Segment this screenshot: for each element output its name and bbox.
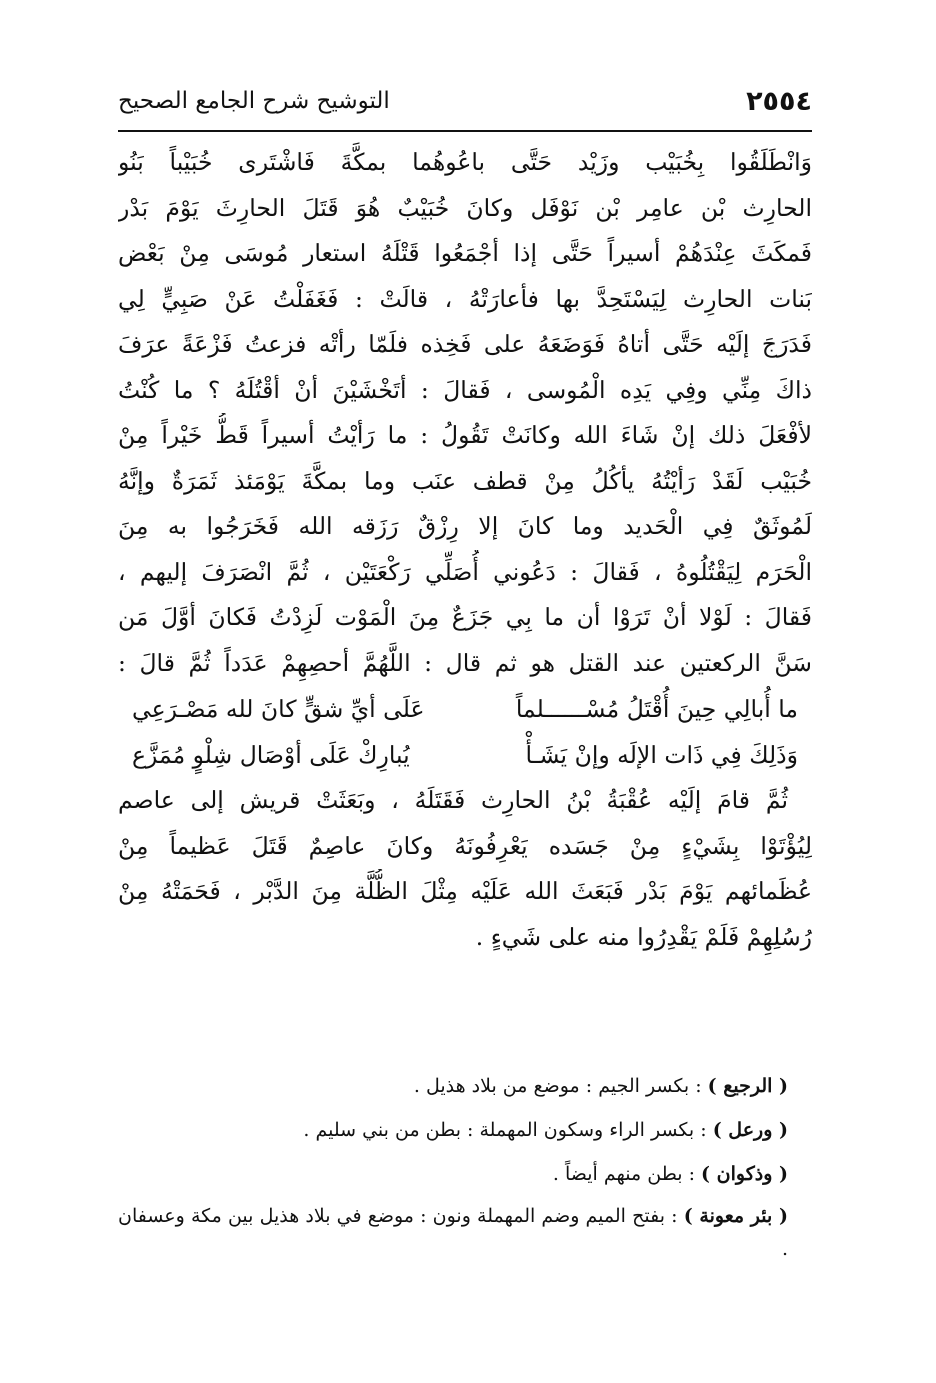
footnote-text: : بطن منهم أيضاً . [552,1163,702,1185]
text-line: فَمكَثَ عِنْدَهُمْ أسيراً حَتَّى إذا أجْمَعُوا قَتْلَهُ استعار مُوسَى مِنْ بَعْض [118,239,812,267]
verse-first-half: ما أُبالِي حِينَ أُقْتَلُ مُسْــــــلماً [515,695,798,723]
page-header [118,86,812,126]
running-title: التوشيح شرح الجامع الصحيح [118,88,390,114]
poem-verse [118,686,812,732]
footnote [118,1108,812,1152]
text-line: الحارِث بْن عامِر بْن نَوْفَل وكانَ خُبَيْبٌ هُوَ قَتَلَ الحارِثَ يَوْمَ بَدْر [118,193,812,222]
text-line: لَمُوثَقٌ فِي الْحَديد وما كانَ إلا رِزْقٌ رَزَقه الله فَخَرَجُوا به مِنَ [118,512,812,540]
footnotes [118,1064,812,1266]
footnote-text: : بفتح الميم وضم المهملة ونون : موضع في بلاد هذيل بين مكة وعسفان . [118,1205,788,1260]
poem-verse [118,732,812,778]
footnote-term: ( بئر معونة ) [683,1205,789,1227]
page-number: ٢٥٥٤ [746,86,812,117]
text-line: فَقالَ : لَوْلا أنْ تَرَوْا أن ما بِي جَزَعٌ مِنَ الْمَوْت لَزِدْتُ فَكانَ أوَّلَ مَن [118,603,812,631]
text-line: ثُمَّ قامَ إلَيْه عُقْبَةُ بْنُ الحارِث فَقَتَلَهُ ، وبَعَثَتْ قريش إلى عاصم [118,786,788,814]
text-line: ذاكَ مِنِّي وفِي يَدِه الْمُوسى ، فَقالَ : أتَخْشَيْنَ أنْ أقْتُلَهُ ؟ ما كُنْتُ [118,375,812,404]
footnote [118,1064,812,1108]
text-line: بَنات الحارِث لِيَسْتَحِدَّ بها فأعارَتْهُ ، قالَتْ : فَغَفَلْتُ عَنْ صَبِيٍّ لِي [118,284,812,313]
footnote-text: : بكسر الجيم : موضع من بلاد هذيل . [413,1075,708,1097]
verse-second-half: يُبارِكْ عَلَى أوْصَال شِلْوٍ مُمَزَّع [132,741,410,769]
footnote-text: : بكسر الراء وسكون المهملة : بطن من بني سليم . [303,1119,713,1141]
header-rule [118,130,812,132]
footnote-term: ( ورعل ) [712,1119,788,1141]
footnote-term: ( وذكوان ) [701,1163,788,1185]
text-line: عُظَمائهم يَوْمَ بَدْر فَبَعَثَ الله عَلَيْه مِثْلَ الظُّلَّة مِنَ الدَّبْر ، فَحَمَتْهُ مِنْ [118,877,812,905]
text-line: لأفْعَلَ ذلك إنْ شَاءَ الله وكانَتْ تَقُولُ : ما رَأيْتُ أسيراً قَطُّ خَيْراً مِنْ [118,421,812,449]
footnote [118,1200,812,1266]
text-line: الْحَرَم لِيَقْتُلُوهُ ، فَقالَ : دَعُوني أُصَلِّي رَكْعَتَيْن ، ثُمَّ انْصَرَفَ إليهم ، [118,557,812,586]
text-line: رُسُلِهِمْ فَلَمْ يَقْدِرُوا منه على شَيءٍ . [475,922,812,951]
verse-first-half: وَذَلِكَ فِي ذَات الإلَه وإنْ يَشَـأْ [525,741,798,769]
main-text [118,140,812,960]
text-line: خُبَيْب لَقَدْ رَأيْتُهُ يأكُلُ مِنْ قطف عنَب وما بمكَّةَ يَوْمَئذ ثَمَرَةٌ وإنَّهُ [118,466,812,495]
text-line: لِيُؤْتَوْا بِشَيْءٍ مِنْ جَسَده يَعْرِفُونَهُ وكانَ عاصِمٌ قَتَلَ عَظيماً مِنْ [118,831,812,860]
verse-second-half: عَلَى أيِّ شقٍّ كانَ لله مَصْـرَعِي [132,695,425,723]
footnote [118,1152,812,1196]
text-line: وَانْطَلَقُوا بِخُبَيْب وزَيْد حَتَّى باعُوهُما بمكَّةَ فَاشْتَرى خُبَيْباً بَنُو [118,148,812,176]
footnote-term: ( الرجيع ) [707,1075,788,1097]
text-line: سَنَّ الركعتين عند القتل هو ثم قال : اللَّهُمَّ أحصِهِمْ عَدَداً ثُمَّ قالَ : [118,648,812,677]
text-line: فَدَرَجَ إلَيْه حَتَّى أتاهُ فَوَضَعَهُ على فَخِذه فلَمّا رأتْه فزعتُ فَزْعَةً عرَفَ [118,330,812,358]
